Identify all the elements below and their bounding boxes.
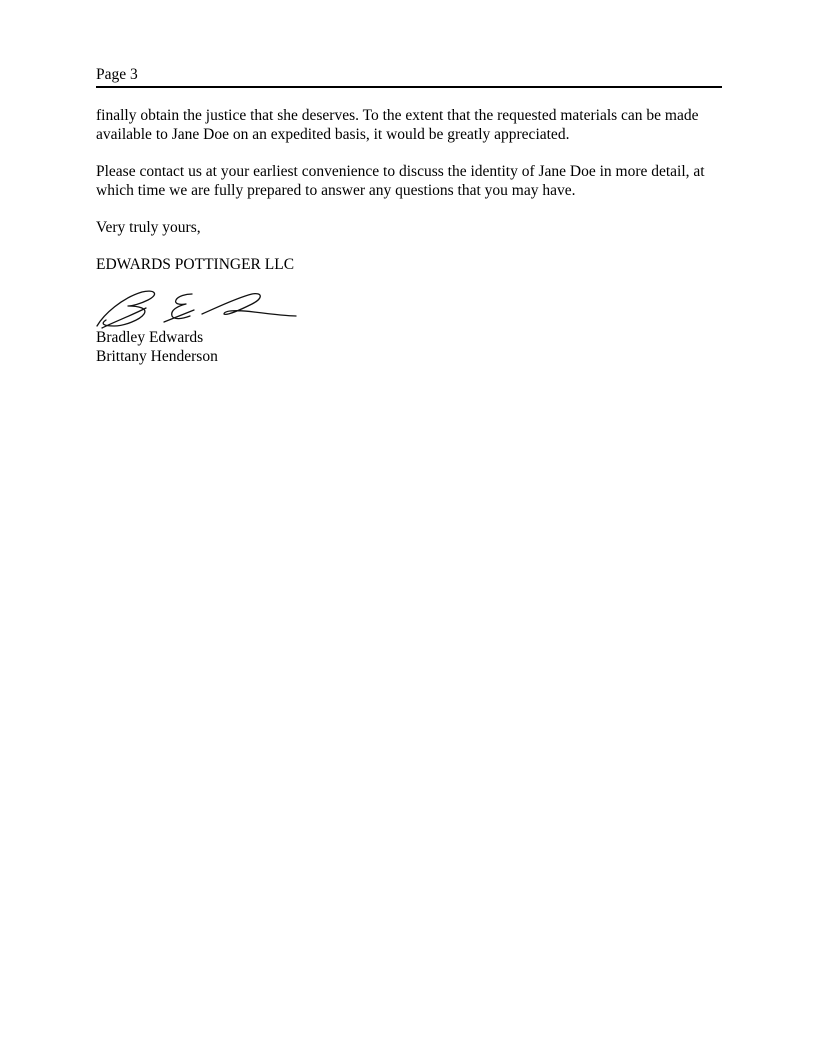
- signer-name-2: Brittany Henderson: [96, 348, 218, 365]
- page-number: Page 3: [96, 66, 138, 83]
- body-paragraph-1: finally obtain the justice that she deserves. To the extent that the requested materials can be made available to Jane Doe on an expedited basis, it would be greatly appreciated.: [96, 107, 699, 143]
- signer-name-1: Bradley Edwards: [96, 329, 204, 346]
- closing-salutation: Very truly yours,: [96, 219, 201, 236]
- handwritten-signature-icon: [94, 286, 300, 332]
- page-header: [96, 66, 722, 86]
- header-divider: [96, 86, 722, 88]
- body-paragraph-2: Please contact us at your earliest convenience to discuss the identity of Jane Doe in more detail, at which time we are fully prepared to answer any questions that you may have.: [96, 163, 705, 199]
- firm-name: EDWARDS POTTINGER LLC: [96, 256, 295, 273]
